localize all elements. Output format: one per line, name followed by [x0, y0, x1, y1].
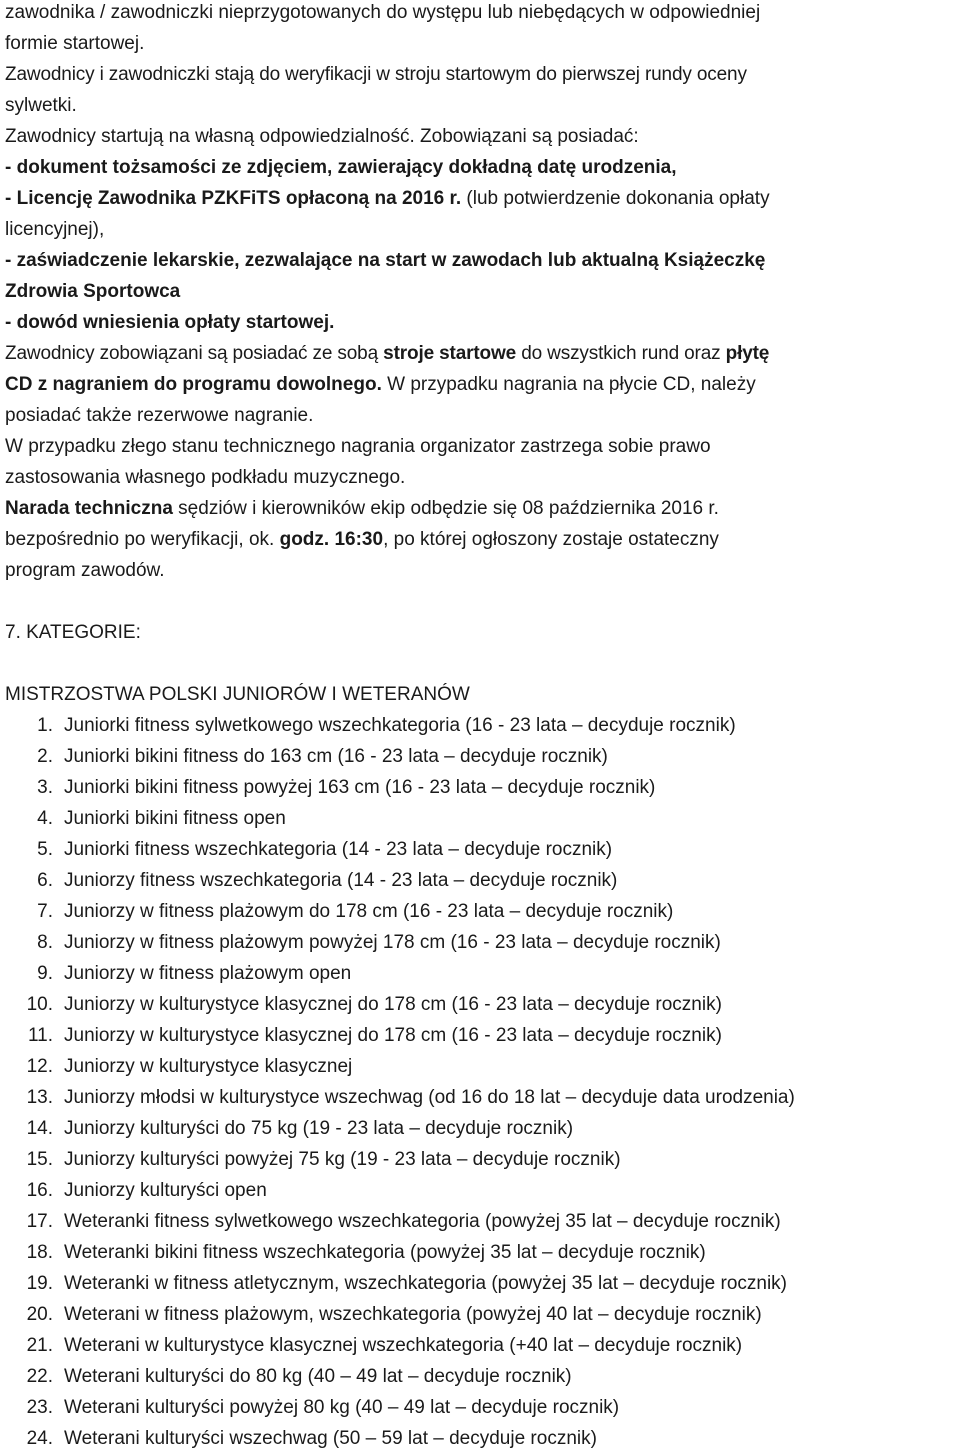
category-number: 11. — [27, 1025, 53, 1046]
intro-paragraph-1-line-1: zawodnika / zawodniczki nieprzygotowanych do występu lub niebędących w odpowiedniej — [5, 2, 761, 23]
costumes-text-bold-recording: CD z nagraniem do programu dowolnego. — [5, 374, 382, 395]
requirement-medical-line-1: - zaświadczenie lekarskie, zezwalające na start w zawodach lub aktualną Książeczkę — [5, 250, 766, 271]
category-text: Weteranki fitness sylwetkowego wszechkategoria (powyżej 35 lat – decyduje rocznik) — [64, 1211, 781, 1232]
technical-meeting-time: godz. 16:30 — [279, 529, 384, 550]
costumes-text-line-1 — [5, 338, 960, 369]
category-item — [5, 989, 960, 1020]
category-text: Juniorzy w kulturystyce klasycznej — [64, 1056, 353, 1077]
technical-meeting-bold: Narada techniczna — [5, 498, 173, 519]
category-item — [5, 1361, 960, 1392]
technical-meeting-line-3: program zawodów. — [5, 560, 165, 581]
category-item — [5, 741, 960, 772]
intro-paragraph-1-line-2: formie startowej. — [5, 33, 145, 54]
category-number: 12. — [26, 1056, 53, 1077]
category-item — [5, 1299, 960, 1330]
costumes-text-bold-costumes: stroje startowe — [383, 343, 517, 364]
category-item — [5, 1082, 960, 1113]
category-number: 23. — [26, 1397, 53, 1418]
category-item — [5, 1175, 960, 1206]
category-text: Juniorki fitness wszechkategoria (14 - 23 lata – decyduje rocznik) — [64, 839, 613, 860]
technical-meeting-c: , po której ogłoszony zostaje ostateczny — [383, 529, 719, 550]
technical-meeting-line-2 — [5, 524, 960, 555]
costumes-text-a: Zawodnicy zobowiązani są posiadać ze sobą — [5, 343, 384, 364]
requirement-licence — [5, 183, 960, 214]
category-number: 13. — [26, 1087, 53, 1108]
category-text: Juniorzy w kulturystyce klasycznej do 178 cm (16 - 23 lata – decyduje rocznik) — [64, 1025, 722, 1046]
category-list — [5, 710, 960, 1454]
category-text: Juniorzy kulturyści open — [64, 1180, 267, 1201]
category-text: Weterani kulturyści powyżej 80 kg (40 – 49 lat – decyduje rocznik) — [64, 1397, 620, 1418]
technical-state-text-line-1: W przypadku złego stanu technicznego nagrania organizator zastrzega sobie prawo — [5, 436, 711, 457]
category-text: Juniorzy kulturyści do 75 kg (19 - 23 lata – decyduje rocznik) — [64, 1118, 574, 1139]
category-item — [5, 1237, 960, 1268]
category-number: 3. — [37, 777, 53, 798]
category-item — [5, 710, 960, 741]
category-text: Juniorzy fitness wszechkategoria (14 - 23 lata – decyduje rocznik) — [64, 870, 618, 891]
category-item — [5, 1020, 960, 1051]
verification-text-line-1: Zawodnicy i zawodniczki stają do weryfikacji w stroju startowym do pierwszej rundy oceny — [5, 64, 747, 85]
category-text: Weterani w fitness plażowym, wszechkategoria (powyżej 40 lat – decyduje rocznik) — [64, 1304, 762, 1325]
category-number: 6. — [37, 870, 53, 891]
category-item — [5, 1113, 960, 1144]
costumes-text-bold-cd: płytę — [725, 343, 770, 364]
category-number: 2. — [37, 746, 53, 767]
responsibility-text: Zawodnicy startują na własną odpowiedzialność. Zobowiązani są posiadać: — [5, 126, 639, 147]
category-text: Weterani kulturyści do 80 kg (40 – 49 lat – decyduje rocznik) — [64, 1366, 572, 1387]
costumes-text-c: do wszystkich rund oraz — [516, 343, 726, 364]
category-item — [5, 772, 960, 803]
category-number: 22. — [26, 1366, 53, 1387]
category-number: 19. — [26, 1273, 53, 1294]
category-text: Juniorki bikini fitness open — [64, 808, 286, 829]
category-text: Juniorki fitness sylwetkowego wszechkategoria (16 - 23 lata – decyduje rocznik) — [64, 715, 736, 736]
category-text: Juniorzy w kulturystyce klasycznej do 178 cm (16 - 23 lata – decyduje rocznik) — [64, 994, 722, 1015]
category-item — [5, 1051, 960, 1082]
category-number: 14. — [26, 1118, 53, 1139]
category-number: 1. — [37, 715, 53, 736]
category-text: Weteranki w fitness atletycznym, wszechkategoria (powyżej 35 lat – decyduje rocznik) — [64, 1273, 788, 1294]
category-number: 17. — [26, 1211, 53, 1232]
costumes-text-rest: W przypadku nagrania na płycie CD, należy — [381, 374, 756, 395]
category-text: Weterani kulturyści wszechwag (50 – 59 lat – decyduje rocznik) — [64, 1428, 597, 1449]
category-item — [5, 1144, 960, 1175]
category-number: 9. — [37, 963, 53, 984]
category-number: 5. — [37, 839, 53, 860]
category-item — [5, 958, 960, 989]
category-item — [5, 834, 960, 865]
category-item — [5, 1423, 960, 1454]
category-number: 4. — [37, 808, 53, 829]
category-number: 16. — [26, 1180, 53, 1201]
requirement-id-document: - dokument tożsamości ze zdjęciem, zawierający dokładną datę urodzenia, — [5, 157, 677, 178]
section-subheading: MISTRZOSTWA POLSKI JUNIORÓW I WETERANÓW — [5, 684, 470, 705]
category-text: Juniorki bikini fitness powyżej 163 cm (16 - 23 lata – decyduje rocznik) — [64, 777, 656, 798]
category-number: 15. — [26, 1149, 53, 1170]
technical-meeting-a: bezpośrednio po weryfikacji, ok. — [5, 529, 280, 550]
category-text: Juniorzy w fitness plażowym powyżej 178 cm (16 - 23 lata – decyduje rocznik) — [64, 932, 721, 953]
category-text: Juniorki bikini fitness do 163 cm (16 - 23 lata – decyduje rocznik) — [64, 746, 608, 767]
category-number: 10. — [26, 994, 53, 1015]
category-text: Juniorzy młodsi w kulturystyce wszechwag (od 16 do 18 lat – decyduje data urodzenia) — [64, 1087, 795, 1108]
technical-state-text-line-2: zastosowania własnego podkładu muzycznego. — [5, 467, 406, 488]
category-number: 21. — [26, 1335, 53, 1356]
requirement-licence-rest: (lub potwierdzenie dokonania opłaty — [461, 188, 770, 209]
category-text: Weteranki bikini fitness wszechkategoria (powyżej 35 lat – decyduje rocznik) — [64, 1242, 706, 1263]
category-item — [5, 803, 960, 834]
technical-meeting-line-1 — [5, 493, 960, 524]
costumes-text-line-3: posiadać także rezerwowe nagranie. — [5, 405, 314, 426]
verification-text-line-2: sylwetki. — [5, 95, 77, 116]
section-heading: 7. KATEGORIE: — [5, 622, 141, 643]
category-item — [5, 1206, 960, 1237]
category-item — [5, 865, 960, 896]
category-text: Juniorzy kulturyści powyżej 75 kg (19 - 23 lata – decyduje rocznik) — [64, 1149, 621, 1170]
category-text: Juniorzy w fitness plażowym open — [64, 963, 352, 984]
requirement-fee-proof: - dowód wniesienia opłaty startowej. — [5, 312, 335, 333]
category-item — [5, 927, 960, 958]
category-item — [5, 1392, 960, 1423]
category-number: 7. — [37, 901, 53, 922]
technical-meeting-rest: sędziów i kierowników ekip odbędzie się 08 października 2016 r. — [172, 498, 719, 519]
category-item — [5, 896, 960, 927]
category-item — [5, 1268, 960, 1299]
category-item — [5, 1330, 960, 1361]
category-number: 24. — [26, 1428, 53, 1449]
category-text: Juniorzy w fitness plażowym do 178 cm (16 - 23 lata – decyduje rocznik) — [64, 901, 674, 922]
category-number: 8. — [37, 932, 53, 953]
category-text: Weterani w kulturystyce klasycznej wszechkategoria (+40 lat – decyduje rocznik) — [64, 1335, 743, 1356]
costumes-text-line-2 — [5, 369, 960, 400]
requirement-licence-bold: - Licencję Zawodnika PZKFiTS opłaconą na 2016 r. — [5, 188, 462, 209]
requirement-medical-line-2: Zdrowia Sportowca — [5, 281, 181, 302]
category-number: 18. — [26, 1242, 53, 1263]
category-number: 20. — [26, 1304, 53, 1325]
requirement-licence-line-2: licencyjnej), — [5, 219, 105, 240]
